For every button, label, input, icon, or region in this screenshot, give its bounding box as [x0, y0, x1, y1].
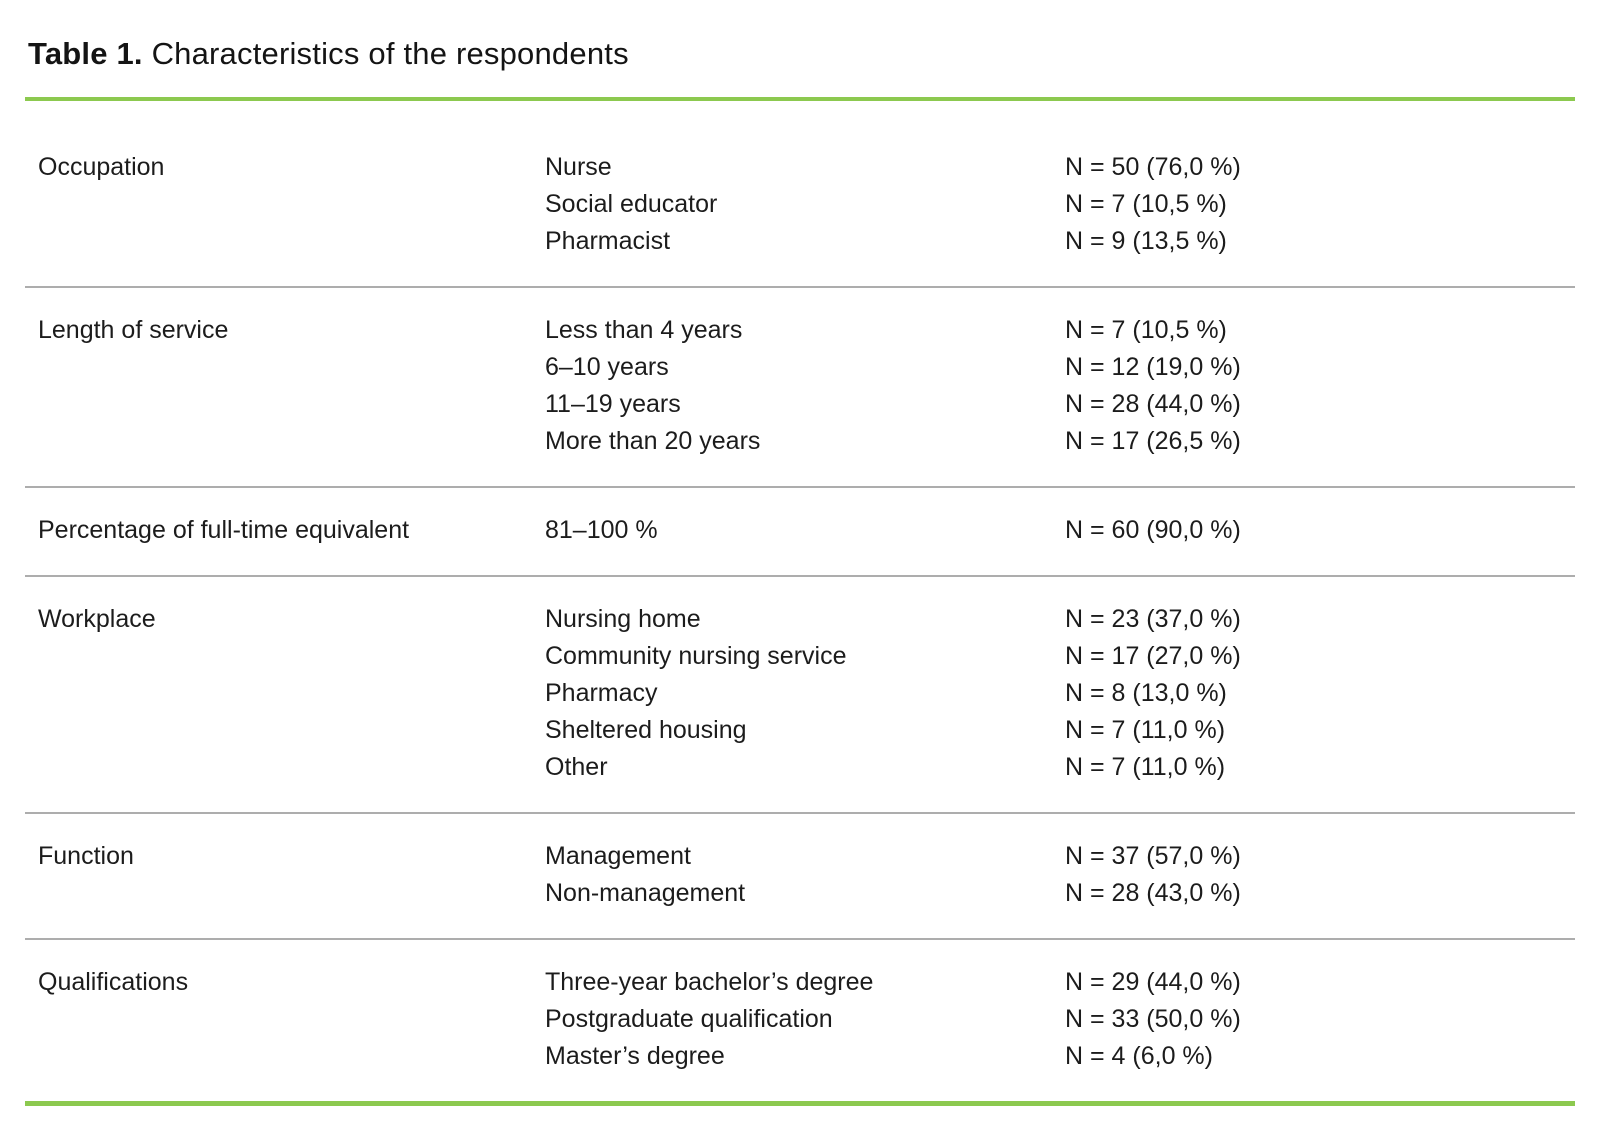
table-title	[28, 34, 1600, 74]
row-category: Social educator	[545, 190, 718, 218]
section-label: Workplace	[38, 605, 156, 633]
row-category: Three-year bachelor’s degree	[545, 968, 874, 996]
row-value: N = 50 (76,0 %)	[1065, 153, 1241, 181]
section-rows	[545, 149, 1575, 260]
table-row	[545, 512, 1575, 549]
row-value: N = 17 (27,0 %)	[1065, 642, 1241, 670]
table-row	[545, 601, 1575, 638]
row-value: N = 33 (50,0 %)	[1065, 1005, 1241, 1033]
row-category: Postgraduate qualification	[545, 1005, 833, 1033]
row-category: Management	[545, 842, 691, 870]
section-rows	[545, 312, 1575, 460]
table-row	[545, 186, 1575, 223]
row-value: N = 9 (13,5 %)	[1065, 227, 1227, 255]
row-category: Nursing home	[545, 605, 701, 633]
table-row	[545, 675, 1575, 712]
table-row	[545, 386, 1575, 423]
row-category: 11–19 years	[545, 390, 681, 418]
row-category: Community nursing service	[545, 642, 847, 670]
row-category: Master’s degree	[545, 1042, 725, 1070]
table-row	[545, 223, 1575, 260]
table-title-prefix: Table 1.	[28, 36, 143, 71]
row-value: N = 7 (11,0 %)	[1065, 753, 1226, 781]
table-row	[545, 1038, 1575, 1075]
section-rows	[545, 601, 1575, 786]
row-category: Pharmacist	[545, 227, 671, 255]
row-category: 6–10 years	[545, 353, 669, 381]
section-label: Occupation	[38, 153, 165, 181]
section	[25, 940, 1575, 1101]
row-value: N = 60 (90,0 %)	[1065, 516, 1241, 544]
row-value: N = 28 (44,0 %)	[1065, 390, 1241, 418]
row-value: N = 12 (19,0 %)	[1065, 353, 1241, 381]
section	[25, 101, 1575, 288]
section-label: Qualifications	[38, 968, 189, 996]
section	[25, 488, 1575, 577]
table-row	[545, 312, 1575, 349]
row-category: Non-management	[545, 879, 746, 907]
row-value: N = 8 (13,0 %)	[1065, 679, 1227, 707]
section-label: Function	[38, 842, 134, 870]
table-row	[545, 712, 1575, 749]
section-label: Length of service	[38, 316, 229, 344]
row-category: Less than 4 years	[545, 316, 743, 344]
row-value: N = 7 (10,5 %)	[1065, 316, 1227, 344]
table-body	[25, 101, 1575, 1101]
section	[25, 814, 1575, 940]
row-value: N = 37 (57,0 %)	[1065, 842, 1241, 870]
table-row	[545, 1001, 1575, 1038]
table-row	[545, 423, 1575, 460]
table-row	[545, 838, 1575, 875]
row-value: N = 7 (11,0 %)	[1065, 716, 1226, 744]
row-category: Pharmacy	[545, 679, 658, 707]
bottom-rule	[25, 1101, 1575, 1106]
row-value: N = 7 (10,5 %)	[1065, 190, 1227, 218]
row-category: Sheltered housing	[545, 716, 747, 744]
row-category: Other	[545, 753, 608, 781]
section	[25, 577, 1575, 814]
section-rows	[545, 838, 1575, 912]
row-category: More than 20 years	[545, 427, 761, 455]
row-value: N = 17 (26,5 %)	[1065, 427, 1241, 455]
section-rows	[545, 964, 1575, 1075]
section-label: Percentage of full-time equivalent	[38, 516, 410, 544]
table-row	[545, 964, 1575, 1001]
row-value: N = 29 (44,0 %)	[1065, 968, 1241, 996]
table-row	[545, 349, 1575, 386]
table-title-text: Characteristics of the respondents	[151, 36, 629, 71]
row-category: 81–100 %	[545, 516, 658, 544]
row-value: N = 4 (6,0 %)	[1065, 1042, 1213, 1070]
row-category: Nurse	[545, 153, 612, 181]
table-row	[545, 149, 1575, 186]
row-value: N = 23 (37,0 %)	[1065, 605, 1241, 633]
table-row	[545, 638, 1575, 675]
section-rows	[545, 512, 1575, 549]
section	[25, 288, 1575, 488]
row-value: N = 28 (43,0 %)	[1065, 879, 1241, 907]
table-row	[545, 875, 1575, 912]
table-row	[545, 749, 1575, 786]
